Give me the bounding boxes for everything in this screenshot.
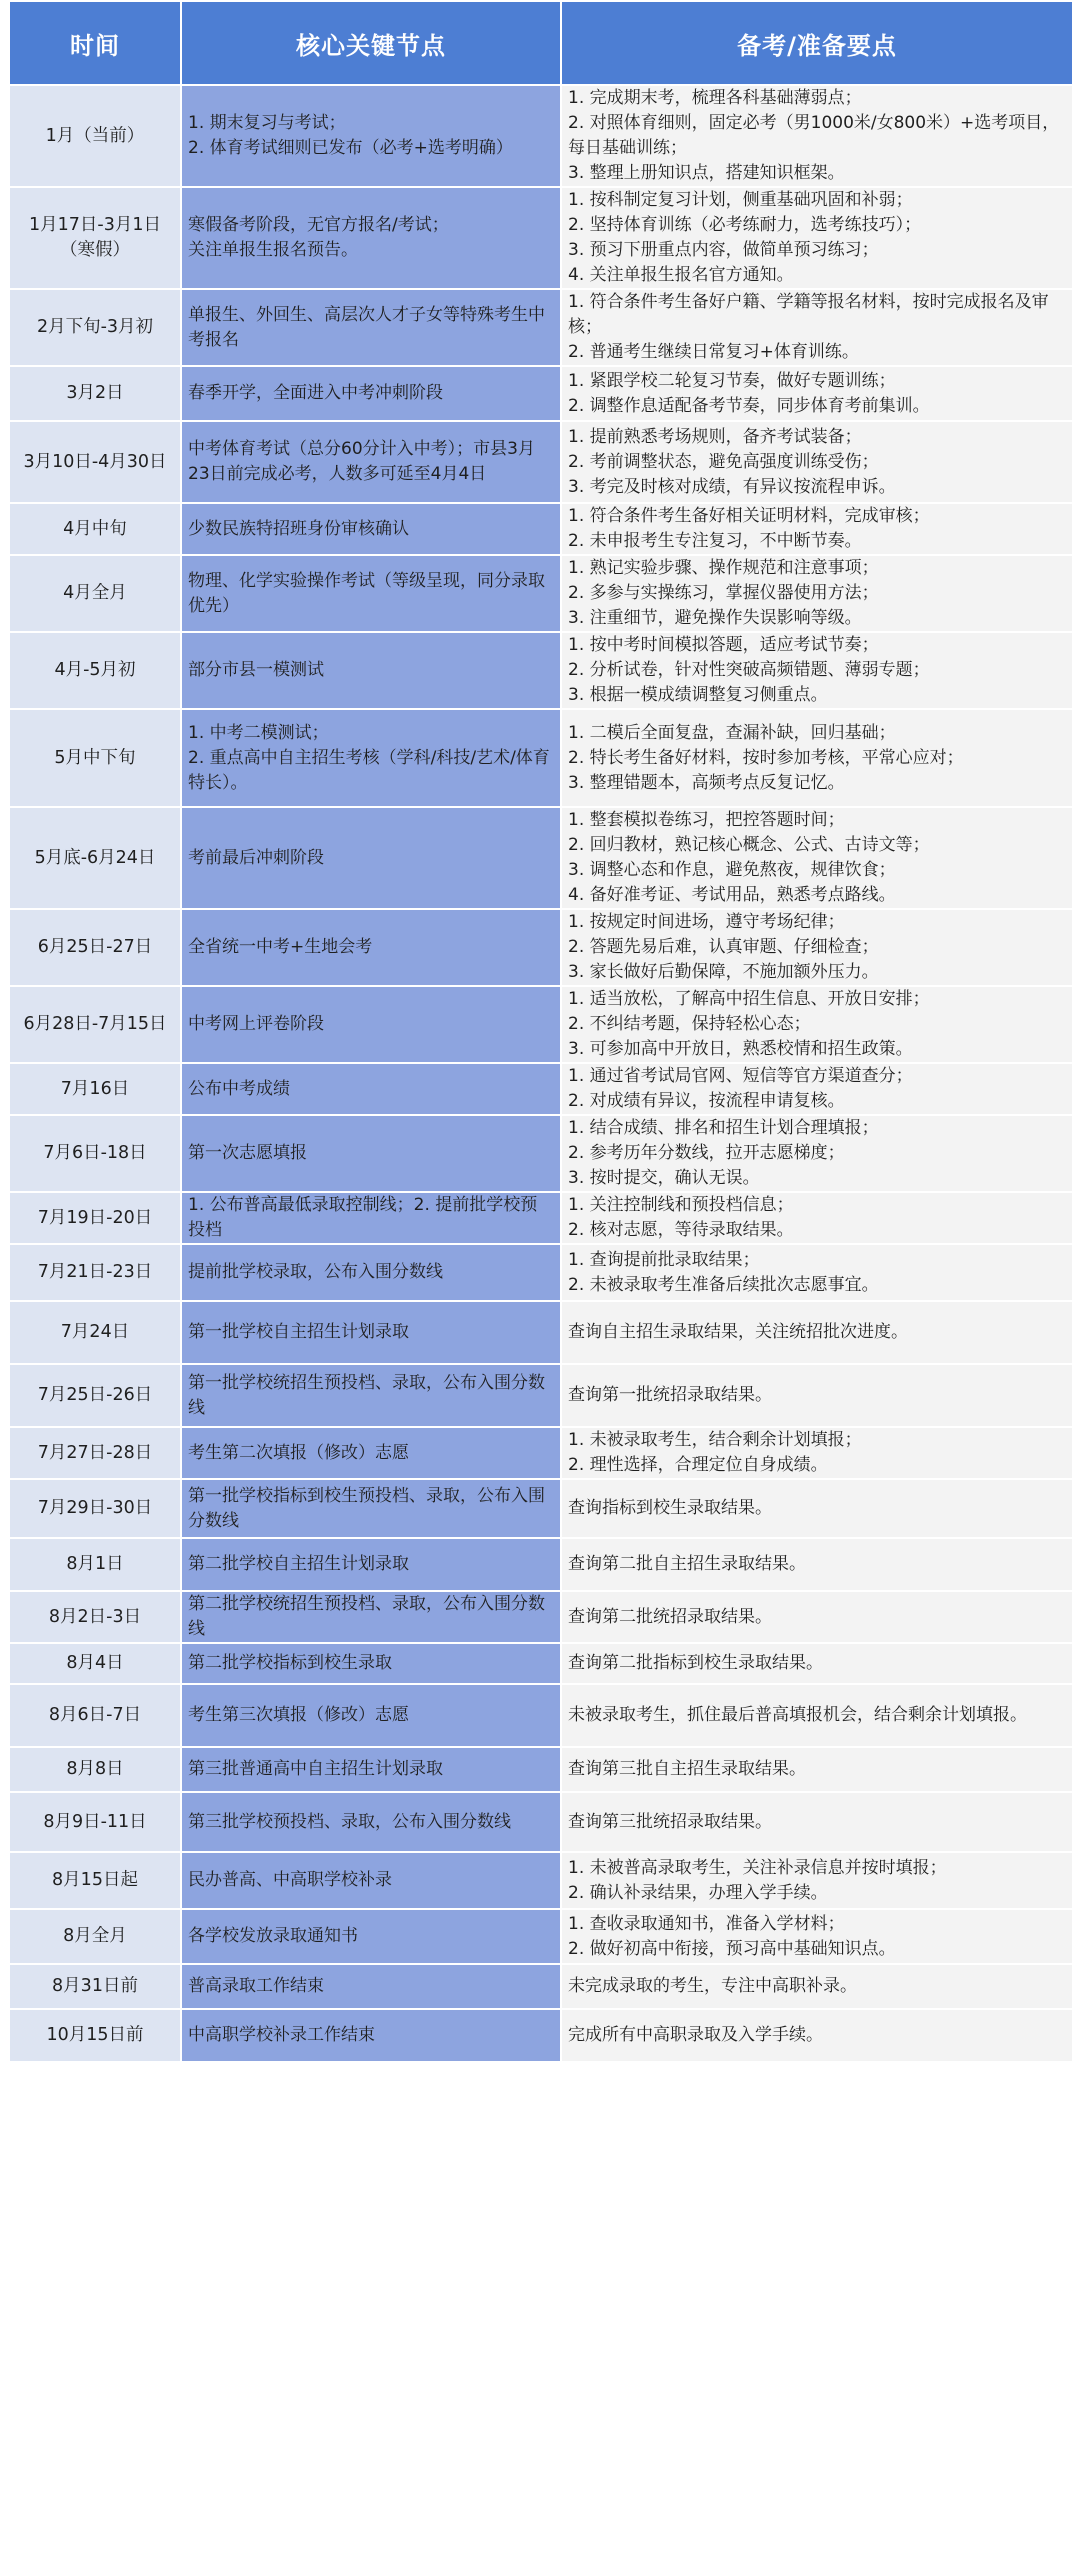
prep-point-line: 查询自主招生录取结果，关注统招批次进度。 xyxy=(568,1322,908,1342)
time-cell xyxy=(9,1063,181,1115)
table-row xyxy=(9,85,1073,187)
prep-points-cell xyxy=(561,909,1073,986)
key-node-cell xyxy=(181,187,561,289)
key-node-line: 提前批学校录取，公布入围分数线 xyxy=(188,1262,443,1282)
key-node-cell xyxy=(181,1364,561,1427)
table-row xyxy=(9,632,1073,709)
time-text: 6月28日-7月15日 xyxy=(23,1014,167,1034)
key-node-line: 第一批学校统招生预投档、录取，公布入围分数线 xyxy=(188,1372,545,1418)
time-text: 8月6日-7日 xyxy=(48,1705,142,1725)
prep-points-cell xyxy=(561,2009,1073,2062)
time-text: 7月29日-30日 xyxy=(37,1498,153,1518)
time-cell xyxy=(9,632,181,709)
table-row xyxy=(9,1301,1073,1364)
time-text: 8月4日 xyxy=(66,1653,124,1673)
key-node-line: 2. 体育考试细则已发布（必考+选考明确） xyxy=(188,138,513,158)
time-cell xyxy=(9,366,181,421)
prep-point-line: 2. 对照体育细则，固定必考（男1000米/女800米）+选考项目，每日基础训练； xyxy=(568,113,1060,158)
prep-point-line: 2. 对成绩有异议，按流程申请复核。 xyxy=(568,1091,845,1111)
time-cell xyxy=(9,2009,181,2062)
time-cell xyxy=(9,709,181,807)
table-row xyxy=(9,1909,1073,1964)
prep-point-line: 3. 考完及时核对成绩，有异议按流程申诉。 xyxy=(568,476,896,497)
time-text: 8月1日 xyxy=(66,1554,124,1574)
table-row xyxy=(9,1964,1073,2009)
prep-point-line: 4. 备好准考证、考试用品，熟悉考点路线。 xyxy=(568,885,896,905)
time-cell xyxy=(9,807,181,909)
table-row xyxy=(9,1591,1073,1643)
table-row xyxy=(9,1244,1073,1301)
key-node-line: 普高录取工作结束 xyxy=(188,1976,324,1996)
prep-points-cell xyxy=(561,632,1073,709)
key-node-cell xyxy=(181,632,561,709)
prep-points-cell xyxy=(561,1115,1073,1192)
time-text: 7月16日 xyxy=(60,1078,130,1099)
table-row xyxy=(9,2009,1073,2062)
key-node-line: 第二批学校指标到校生录取 xyxy=(188,1653,392,1673)
prep-point-line: 查询第三批自主招生录取结果。 xyxy=(568,1759,806,1779)
prep-point-line: 查询第二批指标到校生录取结果。 xyxy=(568,1653,823,1673)
prep-point-line: 1. 按科制定复习计划，侧重基础巩固和补弱； xyxy=(568,190,913,210)
prep-points-cell xyxy=(561,187,1073,289)
key-node-line: 考生第三次填报（修改）志愿 xyxy=(188,1705,409,1725)
prep-point-line: 1. 未被普高录取考生，关注补录信息并按时填报； xyxy=(568,1857,947,1878)
prep-point-line: 查询指标到校生录取结果。 xyxy=(568,1498,772,1518)
prep-point-line: 2. 调整作息适配备考节奏，同步体育考前集训。 xyxy=(568,395,930,416)
key-node-line: 第三批普通高中自主招生计划录取 xyxy=(188,1759,443,1779)
prep-point-line: 2. 特长考生备好材料，按时参加考核，平常心应对； xyxy=(568,747,964,768)
prep-point-line: 2. 答题先易后难，认真审题、仔细检查； xyxy=(568,937,879,957)
key-node-cell xyxy=(181,289,561,366)
prep-point-line: 2. 参考历年分数线，拉开志愿梯度； xyxy=(568,1143,845,1163)
table-row xyxy=(9,1115,1073,1192)
key-node-cell xyxy=(181,1643,561,1684)
table-row xyxy=(9,986,1073,1063)
prep-point-line: 1. 结合成绩、排名和招生计划合理填报； xyxy=(568,1118,879,1138)
time-cell xyxy=(9,1909,181,1964)
prep-point-line: 1. 按中考时间模拟答题，适应考试节奏； xyxy=(568,635,879,655)
key-node-cell xyxy=(181,1063,561,1115)
prep-point-line: 1. 完成期末考，梳理各科基础薄弱点； xyxy=(568,88,862,108)
table-row xyxy=(9,909,1073,986)
time-text: 8月9日-11日 xyxy=(43,1811,147,1832)
key-node-line: 春季开学，全面进入中考冲刺阶段 xyxy=(188,383,443,403)
table-row xyxy=(9,1538,1073,1591)
key-node-line: 第二批学校统招生预投档、录取，公布入围分数线 xyxy=(188,1594,545,1639)
prep-point-line: 1. 查收录取通知书，准备入学材料； xyxy=(568,1913,845,1934)
time-text: 7月19日-20日 xyxy=(37,1207,153,1228)
table-row xyxy=(9,1792,1073,1852)
time-text: 8月31日前 xyxy=(52,1976,138,1996)
prep-points-cell xyxy=(561,366,1073,421)
key-node-line: 考前最后冲刺阶段 xyxy=(188,847,324,868)
time-cell xyxy=(9,289,181,366)
table-body xyxy=(9,85,1073,2062)
table-row xyxy=(9,1747,1073,1792)
time-text: 1月17日-3月1日 xyxy=(29,215,161,235)
table-row xyxy=(9,289,1073,366)
prep-point-line: 1. 紧跟学校二轮复习节奏，做好专题训练； xyxy=(568,370,896,391)
prep-point-line: 2. 坚持体育训练（必考练耐力，选考练技巧）； xyxy=(568,215,922,235)
prep-points-cell xyxy=(561,1479,1073,1538)
key-node-line: 1. 期末复习与考试； xyxy=(188,113,346,133)
prep-points-cell xyxy=(561,421,1073,503)
prep-point-line: 2. 多参与实操练习，掌握仪器使用方法； xyxy=(568,583,879,603)
prep-points-cell xyxy=(561,1792,1073,1852)
prep-points-cell xyxy=(561,1909,1073,1964)
prep-point-line: 2. 核对志愿，等待录取结果。 xyxy=(568,1220,794,1240)
key-node-cell xyxy=(181,1301,561,1364)
key-node-line: 第一批学校指标到校生预投档、录取，公布入围分数线 xyxy=(188,1485,545,1531)
time-cell xyxy=(9,187,181,289)
prep-points-cell xyxy=(561,1684,1073,1747)
prep-points-cell xyxy=(561,1063,1073,1115)
prep-points-cell xyxy=(561,807,1073,909)
prep-point-line: 1. 熟记实验步骤、操作规范和注意事项； xyxy=(568,558,879,578)
time-text: 3月2日 xyxy=(66,383,124,403)
key-node-cell xyxy=(181,421,561,503)
key-node-cell xyxy=(181,807,561,909)
key-node-cell xyxy=(181,709,561,807)
prep-point-line: 2. 不纠结考题，保持轻松心态； xyxy=(568,1014,811,1034)
key-node-line: 关注单报生报名预告。 xyxy=(188,240,358,260)
header-key-node: 核心关键节点 xyxy=(181,1,561,85)
prep-point-line: 1. 二模后全面复盘，查漏补缺，回归基础； xyxy=(568,722,896,743)
key-node-cell xyxy=(181,1115,561,1192)
key-node-line: 公布中考成绩 xyxy=(188,1078,290,1099)
table-row xyxy=(9,709,1073,807)
prep-point-line: 1. 查询提前批录取结果； xyxy=(568,1249,760,1270)
key-node-cell xyxy=(181,1852,561,1909)
key-node-line: 中考体育考试（总分60分计入中考）；市县3月23日前完成必考，人数多可延至4月4日 xyxy=(188,439,535,484)
time-text: 5月底-6月24日 xyxy=(34,847,156,868)
time-cell xyxy=(9,1301,181,1364)
prep-point-line: 3. 根据一模成绩调整复习侧重点。 xyxy=(568,685,828,705)
table-row xyxy=(9,1852,1073,1909)
table-row xyxy=(9,1479,1073,1538)
key-node-line: 物理、化学实验操作考试（等级呈现，同分录取优先） xyxy=(188,570,545,616)
prep-point-line: 1. 未被录取考生，结合剩余计划填报； xyxy=(568,1430,862,1450)
time-text: 7月25日-26日 xyxy=(37,1385,153,1405)
time-text: 6月25日-27日 xyxy=(37,937,153,957)
key-node-line: 中考网上评卷阶段 xyxy=(188,1014,324,1034)
table-row xyxy=(9,187,1073,289)
table-row xyxy=(9,1427,1073,1479)
prep-points-cell xyxy=(561,1538,1073,1591)
prep-points-cell xyxy=(561,1192,1073,1244)
key-node-cell xyxy=(181,2009,561,2062)
time-cell xyxy=(9,1364,181,1427)
key-node-line: 2. 重点高中自主招生考核（学科/科技/艺术/体育特长）。 xyxy=(188,747,550,793)
key-node-cell xyxy=(181,503,561,555)
time-text: 1月（当前） xyxy=(45,125,145,146)
time-text: 5月中下旬 xyxy=(54,747,136,768)
table-header-row xyxy=(9,1,1073,85)
prep-point-line: 1. 通过省考试局官网、短信等官方渠道查分； xyxy=(568,1066,913,1086)
prep-point-line: 未被录取考生，抓住最后普高填报机会，结合剩余计划填报。 xyxy=(568,1705,1027,1725)
key-node-line: 第二批学校自主招生计划录取 xyxy=(188,1554,409,1574)
time-text: 8月全月 xyxy=(63,1926,127,1946)
prep-points-cell xyxy=(561,986,1073,1063)
time-text: （寒假） xyxy=(60,240,130,260)
time-cell xyxy=(9,1643,181,1684)
time-cell xyxy=(9,503,181,555)
time-text: 10月15日前 xyxy=(46,2025,144,2045)
key-node-line: 第一次志愿填报 xyxy=(188,1143,307,1163)
prep-point-line: 2. 做好初高中衔接，预习高中基础知识点。 xyxy=(568,1938,896,1959)
key-node-line: 部分市县一模测试 xyxy=(188,660,324,680)
key-node-cell xyxy=(181,85,561,187)
prep-points-cell xyxy=(561,289,1073,366)
table-row xyxy=(9,555,1073,632)
time-cell xyxy=(9,1591,181,1643)
table-row xyxy=(9,1192,1073,1244)
prep-point-line: 2. 未申报考生专注复习，不中断节奏。 xyxy=(568,531,862,551)
prep-points-cell xyxy=(561,1643,1073,1684)
time-cell xyxy=(9,1115,181,1192)
key-node-cell xyxy=(181,366,561,421)
header-time: 时间 xyxy=(9,1,181,85)
table-row xyxy=(9,1643,1073,1684)
prep-point-line: 查询第二批自主招生录取结果。 xyxy=(568,1554,806,1574)
key-node-cell xyxy=(181,909,561,986)
prep-points-cell xyxy=(561,709,1073,807)
time-text: 4月全月 xyxy=(63,583,127,603)
prep-points-cell xyxy=(561,1852,1073,1909)
prep-points-cell xyxy=(561,1964,1073,2009)
prep-point-line: 查询第一批统招录取结果。 xyxy=(568,1385,772,1405)
time-cell xyxy=(9,1852,181,1909)
prep-points-cell xyxy=(561,1747,1073,1792)
time-text: 7月21日-23日 xyxy=(37,1262,153,1282)
time-cell xyxy=(9,1244,181,1301)
time-cell xyxy=(9,1479,181,1538)
key-node-cell xyxy=(181,1591,561,1643)
key-node-cell xyxy=(181,555,561,632)
prep-points-cell xyxy=(561,1244,1073,1301)
table-row xyxy=(9,1063,1073,1115)
prep-point-line: 2. 分析试卷，针对性突破高频错题、薄弱专题； xyxy=(568,660,930,680)
time-text: 2月下旬-3月初 xyxy=(36,317,154,337)
prep-point-line: 3. 家长做好后勤保障，不施加额外压力。 xyxy=(568,962,879,982)
time-text: 7月24日 xyxy=(60,1322,130,1342)
time-cell xyxy=(9,1792,181,1852)
key-node-cell xyxy=(181,1192,561,1244)
prep-point-line: 1. 关注控制线和预投档信息； xyxy=(568,1195,794,1215)
key-node-line: 寒假备考阶段，无官方报名/考试； xyxy=(188,215,449,235)
key-node-line: 1. 中考二模测试； xyxy=(188,722,329,743)
prep-point-line: 2. 回归教材，熟记核心概念、公式、古诗文等； xyxy=(568,835,930,855)
prep-point-line: 2. 未被录取考生准备后续批次志愿事宜。 xyxy=(568,1274,879,1295)
key-node-line: 单报生、外回生、高层次人才子女等特殊考生中考报名 xyxy=(188,304,545,350)
time-cell xyxy=(9,85,181,187)
prep-points-cell xyxy=(561,1301,1073,1364)
key-node-line: 中高职学校补录工作结束 xyxy=(188,2025,375,2045)
key-node-cell xyxy=(181,1747,561,1792)
prep-points-cell xyxy=(561,1364,1073,1427)
prep-point-line: 3. 调整心态和作息，避免熬夜，规律饮食； xyxy=(568,860,896,880)
key-node-line: 考生第二次填报（修改）志愿 xyxy=(188,1442,409,1463)
time-text: 8月15日起 xyxy=(52,1870,138,1890)
prep-point-line: 1. 整套模拟卷练习，把控答题时间； xyxy=(568,810,845,830)
time-cell xyxy=(9,909,181,986)
time-text: 7月27日-28日 xyxy=(37,1442,153,1463)
prep-point-line: 3. 整理错题本，高频考点反复记忆。 xyxy=(568,772,845,793)
time-cell xyxy=(9,1192,181,1244)
time-cell xyxy=(9,1538,181,1591)
time-cell xyxy=(9,1427,181,1479)
time-cell xyxy=(9,421,181,503)
prep-point-line: 1. 按规定时间进场，遵守考场纪律； xyxy=(568,912,845,932)
key-node-cell xyxy=(181,1792,561,1852)
key-node-line: 全省统一中考+生地会考 xyxy=(188,937,373,957)
key-node-cell xyxy=(181,1479,561,1538)
key-node-line: 1. 公布普高最低录取控制线；2. 提前批学校预投档 xyxy=(188,1195,538,1240)
prep-point-line: 查询第三批统招录取结果。 xyxy=(568,1811,772,1832)
prep-point-line: 未完成录取的考生，专注中高职补录。 xyxy=(568,1976,857,1996)
table-row xyxy=(9,1364,1073,1427)
header-prep-points: 备考/准备要点 xyxy=(561,1,1073,85)
key-node-cell xyxy=(181,1427,561,1479)
table-row xyxy=(9,1684,1073,1747)
time-cell xyxy=(9,1964,181,2009)
time-cell xyxy=(9,986,181,1063)
prep-point-line: 3. 注重细节，避免操作失误影响等级。 xyxy=(568,608,862,628)
table-row xyxy=(9,366,1073,421)
prep-point-line: 1. 符合条件考生备好相关证明材料，完成审核； xyxy=(568,506,930,526)
time-text: 4月中旬 xyxy=(63,518,127,539)
time-text: 8月2日-3日 xyxy=(48,1606,142,1627)
prep-point-line: 1. 适当放松，了解高中招生信息、开放日安排； xyxy=(568,989,930,1009)
prep-point-line: 3. 按时提交，确认无误。 xyxy=(568,1168,760,1188)
prep-point-line: 1. 提前熟悉考场规则，备齐考试装备； xyxy=(568,426,862,447)
exam-schedule-table xyxy=(8,0,1074,2063)
prep-point-line: 完成所有中高职录取及入学手续。 xyxy=(568,2025,823,2045)
key-node-cell xyxy=(181,1684,561,1747)
key-node-cell xyxy=(181,1538,561,1591)
prep-point-line: 3. 可参加高中开放日，熟悉校情和招生政策。 xyxy=(568,1039,913,1059)
prep-points-cell xyxy=(561,1591,1073,1643)
time-cell xyxy=(9,555,181,632)
key-node-line: 各学校发放录取通知书 xyxy=(188,1926,358,1946)
key-node-line: 少数民族特招班身份审核确认 xyxy=(188,518,409,539)
key-node-cell xyxy=(181,986,561,1063)
time-text: 7月6日-18日 xyxy=(43,1143,147,1163)
prep-point-line: 3. 整理上册知识点，搭建知识框架。 xyxy=(568,163,845,183)
prep-points-cell xyxy=(561,503,1073,555)
table-row xyxy=(9,421,1073,503)
key-node-cell xyxy=(181,1244,561,1301)
prep-point-line: 2. 理性选择，合理定位自身成绩。 xyxy=(568,1455,828,1475)
prep-point-line: 2. 考前调整状态，避免高强度训练受伤； xyxy=(568,451,879,472)
key-node-cell xyxy=(181,1964,561,2009)
time-text: 4月-5月初 xyxy=(54,660,136,680)
prep-points-cell xyxy=(561,85,1073,187)
time-cell xyxy=(9,1684,181,1747)
table-row xyxy=(9,503,1073,555)
time-text: 3月10日-4月30日 xyxy=(23,451,167,472)
key-node-line: 民办普高、中高职学校补录 xyxy=(188,1870,392,1890)
prep-point-line: 2. 确认补录结果，办理入学手续。 xyxy=(568,1882,828,1903)
table-row xyxy=(9,807,1073,909)
prep-point-line: 4. 关注单报生报名官方通知。 xyxy=(568,265,794,285)
prep-point-line: 查询第二批统招录取结果。 xyxy=(568,1606,772,1627)
prep-points-cell xyxy=(561,555,1073,632)
prep-point-line: 3. 预习下册重点内容，做简单预习练习； xyxy=(568,240,879,260)
prep-points-cell xyxy=(561,1427,1073,1479)
key-node-line: 第三批学校预投档、录取，公布入围分数线 xyxy=(188,1811,511,1832)
key-node-line: 第一批学校自主招生计划录取 xyxy=(188,1322,409,1342)
key-node-cell xyxy=(181,1909,561,1964)
prep-point-line: 2. 普通考生继续日常复习+体育训练。 xyxy=(568,342,859,362)
time-text: 8月8日 xyxy=(66,1759,124,1779)
time-cell xyxy=(9,1747,181,1792)
prep-point-line: 1. 符合条件考生备好户籍、学籍等报名材料，按时完成报名及审核； xyxy=(568,292,1049,337)
